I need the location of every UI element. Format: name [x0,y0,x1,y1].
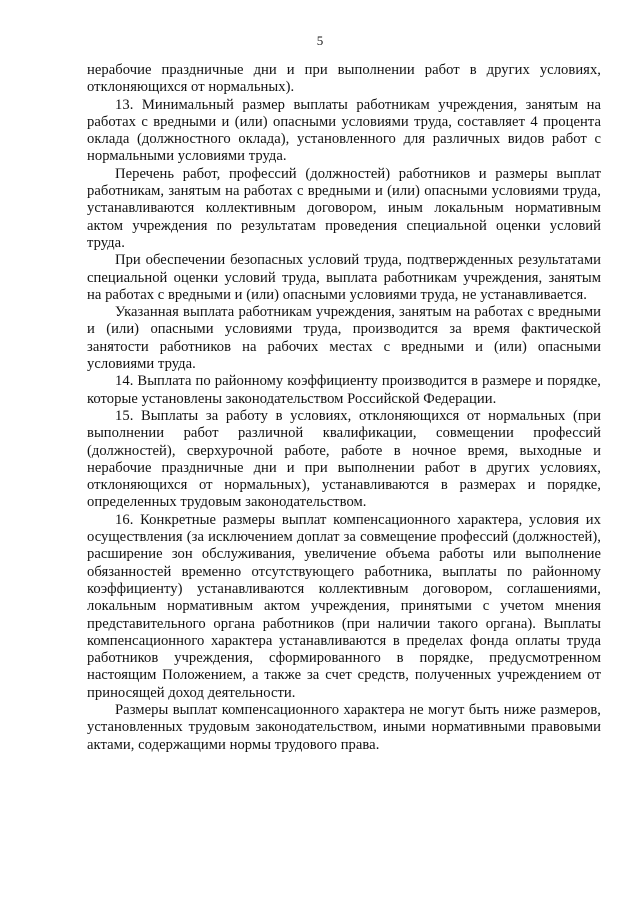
document-body [87,62,601,754]
paragraph-minimum-sizes: Размеры выплат компенсационного характера не могут быть ниже размеров, установленных трудовым законодательством, иными нормативными правовыми актами, содержащими нормы трудового права. [87,701,601,753]
paragraph-hazard-list: Перечень работ, профессий (должностей) работников и размеры выплат работникам, занятым на работах с вредными и (или) опасными условиями труда, устанавливаются коллективным договором, иным локальным нормативным актом учреждения по результатам проведения специальной оценки условий труда. [87,165,601,251]
paragraph-item-14: 14. Выплата по районному коэффициенту производится в размере и порядке, которые установлены законодательством Российской Федерации. [87,373,601,407]
paragraph-item-16: 16. Конкретные размеры выплат компенсационного характера, условия их осуществления (за исключением доплат за совмещение профессий (должностей), расширение зон обслуживания, увеличение объема работы или выполнение обязанностей временно отсутствующего работника, выплаты по районному коэффициенту) устанавливаются коллективным договором, соглашениями, локальным нормативным актом учреждения, принятыми с учетом мнения представительного органа работников (при наличии такого органа). Выплаты компенсационного характера устанавливаются в пределах фонда оплаты труда работников учреждения, сформированного в порядке, предусмотренном настоящим Положением, а также за счет средств, полученных учреждением от приносящей доход деятельности. [87,511,601,701]
paragraph-safe-conditions: При обеспечении безопасных условий труда, подтвержденных результатами специальной оценки условий труда, выплата работникам учреждения, занятым на работах с вредными и (или) опасными условиями труда, не устанавливается. [87,252,601,303]
paragraph-continuation: нерабочие праздничные дни и при выполнении работ в других условиях, отклоняющихся от нормальных). [87,62,601,96]
page-number: 5 [316,33,324,48]
paragraph-payment-duration: Указанная выплата работникам учреждения, занятым на работах с вредными и (или) опасными условиями труда, производится за время фактической занятости работников на рабочих местах с вредными и (или) опасными условиями труда. [87,304,601,373]
paragraph-item-13: 13. Минимальный размер выплаты работникам учреждения, занятым на работах с вредными и (или) опасными условиями труда, составляет 4 процента оклада (должностного оклада), установленного для различных видов работ с нормальными условиями труда. [87,96,601,165]
paragraph-item-15: 15. Выплаты за работу в условиях, отклоняющихся от нормальных (при выполнении работ различной квалификации, совмещении профессий (должностей), сверхурочной работе, работе в ночное время, выходные и нерабочие праздничные дни и при выполнении работ в других условиях, отклоняющихся от нормальных), устанавливаются в размерах и порядке, определенных трудовым законодательством. [87,407,601,511]
